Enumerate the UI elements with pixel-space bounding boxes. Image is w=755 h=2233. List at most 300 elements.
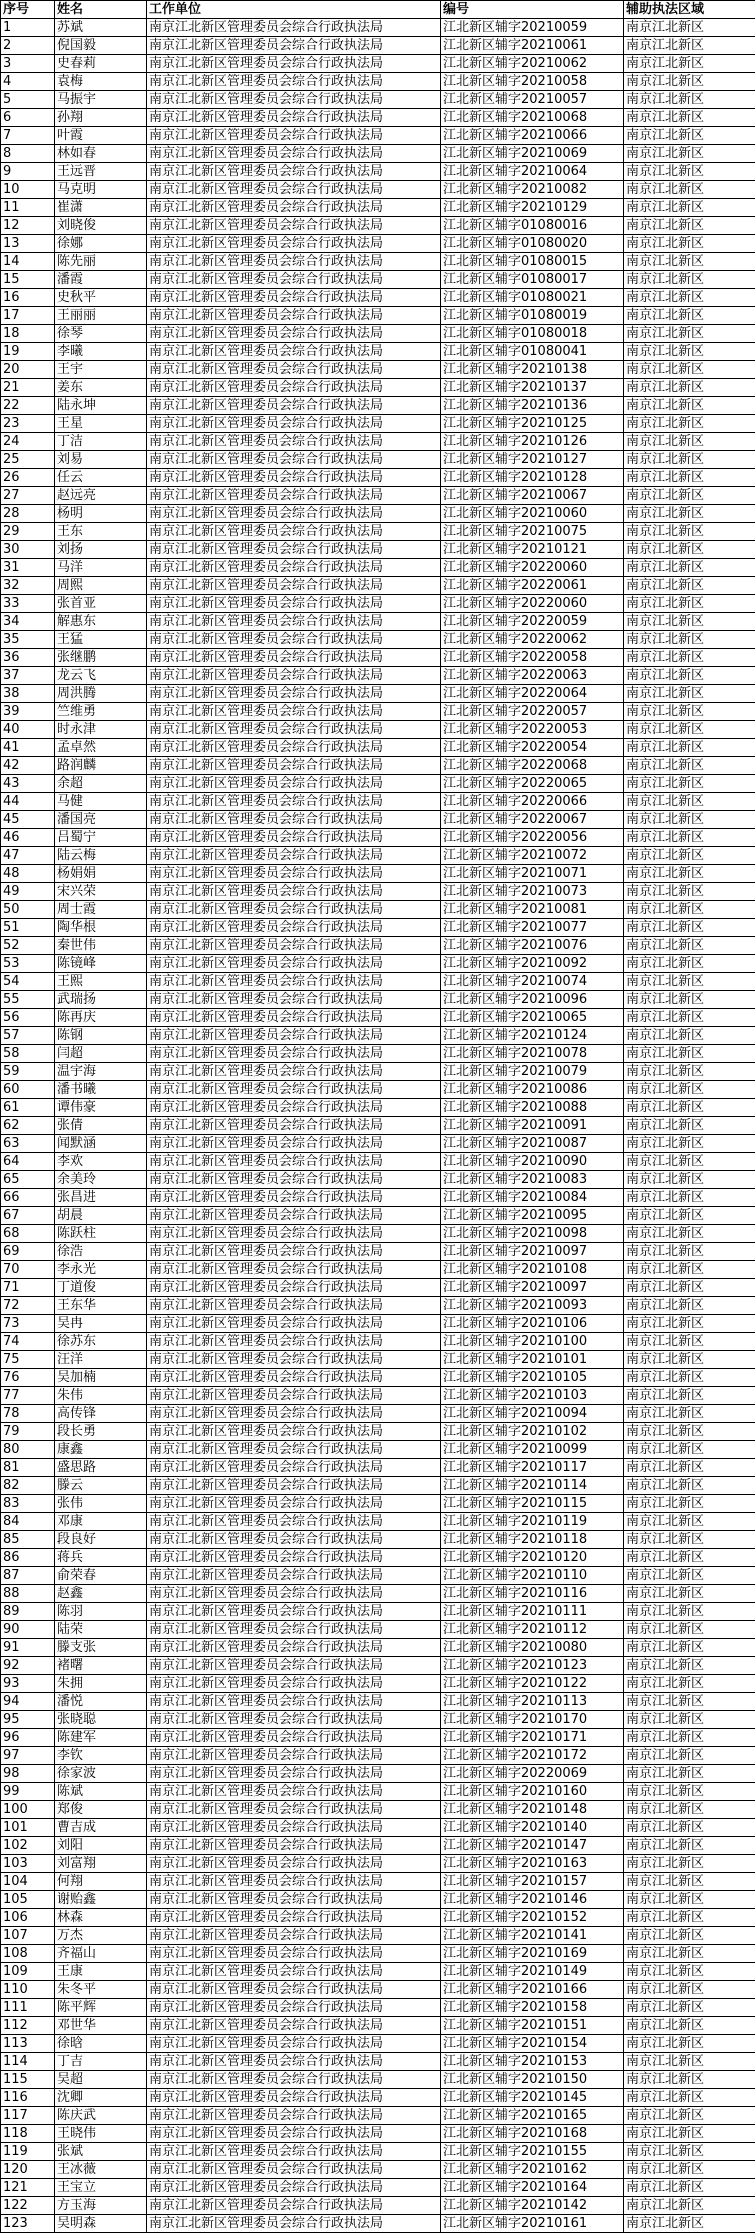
cell-name: 何翔	[55, 1873, 147, 1891]
cell-id: 江北新区辅字20220060	[441, 595, 624, 613]
cell-index: 32	[1, 577, 55, 595]
cell-area: 南京江北新区	[624, 2053, 755, 2071]
cell-area: 南京江北新区	[624, 1387, 755, 1405]
cell-index: 95	[1, 1711, 55, 1729]
cell-name: 徐娜	[55, 235, 147, 253]
cell-index: 97	[1, 1747, 55, 1765]
cell-index: 19	[1, 343, 55, 361]
cell-id: 江北新区辅字20210069	[441, 145, 624, 163]
cell-name: 崔潇	[55, 199, 147, 217]
cell-unit: 南京江北新区管理委员会综合行政执法局	[147, 1495, 441, 1513]
cell-index: 76	[1, 1369, 55, 1387]
cell-unit: 南京江北新区管理委员会综合行政执法局	[147, 217, 441, 235]
cell-unit: 南京江北新区管理委员会综合行政执法局	[147, 1261, 441, 1279]
cell-id: 江北新区辅字20210120	[441, 1549, 624, 1567]
cell-area: 南京江北新区	[624, 1999, 755, 2017]
table-row	[1, 1891, 755, 1909]
cell-index: 1	[1, 19, 55, 37]
cell-id: 江北新区辅字20210066	[441, 127, 624, 145]
cell-id: 江北新区辅字20210154	[441, 2035, 624, 2053]
table-row	[1, 955, 755, 973]
cell-index: 110	[1, 1981, 55, 1999]
cell-area: 南京江北新区	[624, 1729, 755, 1747]
table-row	[1, 1153, 755, 1171]
table-row	[1, 1009, 755, 1027]
header-id: 编号	[441, 1, 624, 19]
cell-area: 南京江北新区	[624, 91, 755, 109]
cell-area: 南京江北新区	[624, 775, 755, 793]
cell-area: 南京江北新区	[624, 793, 755, 811]
cell-area: 南京江北新区	[624, 1639, 755, 1657]
cell-name: 孟卓然	[55, 739, 147, 757]
cell-index: 80	[1, 1441, 55, 1459]
cell-name: 李永光	[55, 1261, 147, 1279]
cell-name: 史春莉	[55, 55, 147, 73]
cell-name: 郑俊	[55, 1801, 147, 1819]
cell-name: 王冰薇	[55, 2161, 147, 2179]
cell-area: 南京江北新区	[624, 181, 755, 199]
cell-name: 张斌	[55, 2143, 147, 2161]
cell-name: 张昌进	[55, 1189, 147, 1207]
cell-unit: 南京江北新区管理委员会综合行政执法局	[147, 1171, 441, 1189]
cell-name: 朱拥	[55, 1675, 147, 1693]
cell-index: 83	[1, 1495, 55, 1513]
cell-area: 南京江北新区	[624, 1063, 755, 1081]
cell-index: 61	[1, 1099, 55, 1117]
cell-unit: 南京江北新区管理委员会综合行政执法局	[147, 1513, 441, 1531]
table-row	[1, 1513, 755, 1531]
cell-unit: 南京江北新区管理委员会综合行政执法局	[147, 2017, 441, 2035]
cell-index: 24	[1, 433, 55, 451]
cell-name: 王康	[55, 1963, 147, 1981]
table-row	[1, 2017, 755, 2035]
table-row	[1, 1135, 755, 1153]
table-row	[1, 1657, 755, 1675]
cell-index: 121	[1, 2179, 55, 2197]
cell-unit: 南京江北新区管理委员会综合行政执法局	[147, 253, 441, 271]
cell-unit: 南京江北新区管理委员会综合行政执法局	[147, 775, 441, 793]
cell-name: 盛思路	[55, 1459, 147, 1477]
cell-index: 84	[1, 1513, 55, 1531]
cell-area: 南京江北新区	[624, 1783, 755, 1801]
cell-id: 江北新区辅字20210140	[441, 1819, 624, 1837]
table-row	[1, 2107, 755, 2125]
cell-index: 57	[1, 1027, 55, 1045]
cell-area: 南京江北新区	[624, 1837, 755, 1855]
cell-unit: 南京江北新区管理委员会综合行政执法局	[147, 487, 441, 505]
cell-name: 褚曙	[55, 1657, 147, 1675]
table-row	[1, 1711, 755, 1729]
cell-index: 94	[1, 1693, 55, 1711]
cell-index: 8	[1, 145, 55, 163]
cell-area: 南京江北新区	[624, 937, 755, 955]
table-row	[1, 271, 755, 289]
cell-name: 潘霞	[55, 271, 147, 289]
cell-index: 101	[1, 1819, 55, 1837]
cell-area: 南京江北新区	[624, 1603, 755, 1621]
cell-area: 南京江北新区	[624, 19, 755, 37]
cell-index: 46	[1, 829, 55, 847]
cell-name: 陈钢	[55, 1027, 147, 1045]
table-row	[1, 1045, 755, 1063]
cell-id: 江北新区辅字20210079	[441, 1063, 624, 1081]
cell-id: 江北新区辅字20210124	[441, 1027, 624, 1045]
table-row	[1, 2197, 755, 2215]
cell-id: 江北新区辅字20210094	[441, 1405, 624, 1423]
cell-id: 江北新区辅字20210128	[441, 469, 624, 487]
table-row	[1, 1495, 755, 1513]
cell-index: 77	[1, 1387, 55, 1405]
cell-unit: 南京江北新区管理委员会综合行政执法局	[147, 2071, 441, 2089]
table-row	[1, 1873, 755, 1891]
cell-name: 李钦	[55, 1747, 147, 1765]
table-row	[1, 451, 755, 469]
cell-unit: 南京江北新区管理委员会综合行政执法局	[147, 2143, 441, 2161]
cell-unit: 南京江北新区管理委员会综合行政执法局	[147, 379, 441, 397]
cell-unit: 南京江北新区管理委员会综合行政执法局	[147, 1441, 441, 1459]
cell-index: 25	[1, 451, 55, 469]
cell-index: 7	[1, 127, 55, 145]
cell-index: 18	[1, 325, 55, 343]
cell-name: 余美玲	[55, 1171, 147, 1189]
cell-index: 102	[1, 1837, 55, 1855]
cell-area: 南京江北新区	[624, 127, 755, 145]
cell-unit: 南京江北新区管理委员会综合行政执法局	[147, 847, 441, 865]
cell-index: 114	[1, 2053, 55, 2071]
cell-id: 江北新区辅字20220068	[441, 757, 624, 775]
cell-area: 南京江北新区	[624, 1873, 755, 1891]
table-row	[1, 235, 755, 253]
cell-id: 江北新区辅字20210084	[441, 1189, 624, 1207]
cell-name: 刘晓俊	[55, 217, 147, 235]
cell-index: 49	[1, 883, 55, 901]
cell-area: 南京江北新区	[624, 1207, 755, 1225]
table-row	[1, 1243, 755, 1261]
cell-area: 南京江北新区	[624, 415, 755, 433]
cell-unit: 南京江北新区管理委员会综合行政执法局	[147, 1675, 441, 1693]
cell-name: 俞荣春	[55, 1567, 147, 1585]
cell-area: 南京江北新区	[624, 1441, 755, 1459]
cell-area: 南京江北新区	[624, 973, 755, 991]
cell-id: 江北新区辅字20210172	[441, 1747, 624, 1765]
cell-name: 滕云	[55, 1477, 147, 1495]
header-area: 辅助执法区域	[624, 1, 755, 19]
cell-name: 周洪腾	[55, 685, 147, 703]
cell-id: 江北新区辅字20210170	[441, 1711, 624, 1729]
cell-name: 王东华	[55, 1297, 147, 1315]
cell-id: 江北新区辅字01080017	[441, 271, 624, 289]
cell-index: 52	[1, 937, 55, 955]
cell-id: 江北新区辅字20210137	[441, 379, 624, 397]
cell-name: 张首亚	[55, 595, 147, 613]
cell-area: 南京江北新区	[624, 1657, 755, 1675]
cell-unit: 南京江北新区管理委员会综合行政执法局	[147, 415, 441, 433]
cell-unit: 南京江北新区管理委员会综合行政执法局	[147, 2089, 441, 2107]
cell-id: 江北新区辅字20220053	[441, 721, 624, 739]
cell-id: 江北新区辅字20210098	[441, 1225, 624, 1243]
cell-index: 5	[1, 91, 55, 109]
table-body	[1, 19, 755, 2233]
cell-name: 杨娟娟	[55, 865, 147, 883]
table-row	[1, 1801, 755, 1819]
cell-unit: 南京江北新区管理委员会综合行政执法局	[147, 1801, 441, 1819]
cell-unit: 南京江北新区管理委员会综合行政执法局	[147, 865, 441, 883]
cell-index: 30	[1, 541, 55, 559]
cell-id: 江北新区辅字20220062	[441, 631, 624, 649]
cell-unit: 南京江北新区管理委员会综合行政执法局	[147, 1279, 441, 1297]
table-row	[1, 361, 755, 379]
cell-index: 89	[1, 1603, 55, 1621]
cell-area: 南京江北新区	[624, 1531, 755, 1549]
cell-area: 南京江北新区	[624, 721, 755, 739]
cell-unit: 南京江北新区管理委员会综合行政执法局	[147, 469, 441, 487]
cell-area: 南京江北新区	[624, 847, 755, 865]
cell-unit: 南京江北新区管理委员会综合行政执法局	[147, 1135, 441, 1153]
cell-index: 98	[1, 1765, 55, 1783]
cell-unit: 南京江北新区管理委员会综合行政执法局	[147, 523, 441, 541]
table-row	[1, 595, 755, 613]
cell-area: 南京江北新区	[624, 1765, 755, 1783]
cell-name: 康鑫	[55, 1441, 147, 1459]
table-row	[1, 721, 755, 739]
cell-id: 江北新区辅字20210126	[441, 433, 624, 451]
cell-index: 38	[1, 685, 55, 703]
cell-unit: 南京江北新区管理委员会综合行政执法局	[147, 2053, 441, 2071]
cell-id: 江北新区辅字01080021	[441, 289, 624, 307]
cell-id: 江北新区辅字20210105	[441, 1369, 624, 1387]
cell-name: 赵鑫	[55, 1585, 147, 1603]
cell-index: 33	[1, 595, 55, 613]
cell-unit: 南京江北新区管理委员会综合行政执法局	[147, 1819, 441, 1837]
table-row	[1, 1441, 755, 1459]
cell-name: 陆荣	[55, 1621, 147, 1639]
cell-area: 南京江北新区	[624, 433, 755, 451]
cell-unit: 南京江北新区管理委员会综合行政执法局	[147, 1909, 441, 1927]
cell-area: 南京江北新区	[624, 1171, 755, 1189]
cell-name: 杨明	[55, 505, 147, 523]
cell-unit: 南京江北新区管理委员会综合行政执法局	[147, 1963, 441, 1981]
cell-id: 江北新区辅字20210088	[441, 1099, 624, 1117]
cell-area: 南京江北新区	[624, 2143, 755, 2161]
cell-unit: 南京江北新区管理委员会综合行政执法局	[147, 1585, 441, 1603]
cell-unit: 南京江北新区管理委员会综合行政执法局	[147, 1243, 441, 1261]
cell-area: 南京江北新区	[624, 1891, 755, 1909]
cell-index: 108	[1, 1945, 55, 1963]
cell-name: 邓康	[55, 1513, 147, 1531]
cell-name: 张倩	[55, 1117, 147, 1135]
cell-unit: 南京江北新区管理委员会综合行政执法局	[147, 721, 441, 739]
cell-area: 南京江北新区	[624, 325, 755, 343]
cell-area: 南京江北新区	[624, 1081, 755, 1099]
header-row	[1, 1, 755, 19]
cell-id: 江北新区辅字20210141	[441, 1927, 624, 1945]
cell-index: 65	[1, 1171, 55, 1189]
cell-area: 南京江北新区	[624, 865, 755, 883]
cell-unit: 南京江北新区管理委员会综合行政执法局	[147, 2215, 441, 2233]
cell-unit: 南京江北新区管理委员会综合行政执法局	[147, 2125, 441, 2143]
table-row	[1, 1999, 755, 2017]
cell-id: 江北新区辅字20220060	[441, 559, 624, 577]
cell-index: 70	[1, 1261, 55, 1279]
cell-name: 路润麟	[55, 757, 147, 775]
table-row	[1, 1099, 755, 1117]
table-row	[1, 217, 755, 235]
cell-id: 江北新区辅字20210165	[441, 2107, 624, 2125]
cell-area: 南京江北新区	[624, 1009, 755, 1027]
table-row	[1, 1351, 755, 1369]
cell-area: 南京江北新区	[624, 2161, 755, 2179]
cell-unit: 南京江北新区管理委员会综合行政执法局	[147, 613, 441, 631]
cell-index: 23	[1, 415, 55, 433]
cell-index: 41	[1, 739, 55, 757]
cell-unit: 南京江北新区管理委员会综合行政执法局	[147, 1999, 441, 2017]
cell-index: 63	[1, 1135, 55, 1153]
table-row	[1, 1207, 755, 1225]
table-row	[1, 397, 755, 415]
cell-index: 9	[1, 163, 55, 181]
cell-index: 36	[1, 649, 55, 667]
cell-index: 82	[1, 1477, 55, 1495]
cell-name: 潘书曦	[55, 1081, 147, 1099]
cell-id: 江北新区辅字20220065	[441, 775, 624, 793]
cell-index: 2	[1, 37, 55, 55]
cell-index: 71	[1, 1279, 55, 1297]
cell-name: 马振宇	[55, 91, 147, 109]
cell-id: 江北新区辅字20210106	[441, 1315, 624, 1333]
cell-index: 86	[1, 1549, 55, 1567]
cell-unit: 南京江北新区管理委员会综合行政执法局	[147, 1387, 441, 1405]
cell-name: 张伟	[55, 1495, 147, 1513]
table-row	[1, 793, 755, 811]
table-row	[1, 1981, 755, 1999]
cell-unit: 南京江北新区管理委员会综合行政执法局	[147, 451, 441, 469]
cell-name: 徐琴	[55, 325, 147, 343]
cell-name: 朱冬平	[55, 1981, 147, 1999]
cell-area: 南京江北新区	[624, 487, 755, 505]
cell-area: 南京江北新区	[624, 1513, 755, 1531]
table-row	[1, 667, 755, 685]
table-row	[1, 775, 755, 793]
cell-area: 南京江北新区	[624, 1027, 755, 1045]
cell-index: 28	[1, 505, 55, 523]
cell-unit: 南京江北新区管理委员会综合行政执法局	[147, 1063, 441, 1081]
cell-area: 南京江北新区	[624, 1225, 755, 1243]
cell-index: 54	[1, 973, 55, 991]
cell-name: 陈平辉	[55, 1999, 147, 2017]
cell-name: 沈卿	[55, 2089, 147, 2107]
cell-name: 王熙	[55, 973, 147, 991]
table-row	[1, 163, 755, 181]
table-row	[1, 1855, 755, 1873]
cell-id: 江北新区辅字20210152	[441, 1909, 624, 1927]
cell-name: 周熙	[55, 577, 147, 595]
cell-index: 44	[1, 793, 55, 811]
cell-area: 南京江北新区	[624, 1945, 755, 1963]
cell-id: 江北新区辅字20220067	[441, 811, 624, 829]
table-row	[1, 73, 755, 91]
cell-unit: 南京江北新区管理委员会综合行政执法局	[147, 1081, 441, 1099]
cell-name: 竺维勇	[55, 703, 147, 721]
cell-name: 朱伟	[55, 1387, 147, 1405]
cell-unit: 南京江北新区管理委员会综合行政执法局	[147, 541, 441, 559]
table-row	[1, 1477, 755, 1495]
cell-id: 江北新区辅字20210064	[441, 163, 624, 181]
cell-unit: 南京江北新区管理委员会综合行政执法局	[147, 1765, 441, 1783]
cell-name: 段良好	[55, 1531, 147, 1549]
cell-id: 江北新区辅字20210115	[441, 1495, 624, 1513]
cell-unit: 南京江北新区管理委员会综合行政执法局	[147, 1405, 441, 1423]
cell-unit: 南京江北新区管理委员会综合行政执法局	[147, 343, 441, 361]
cell-id: 江北新区辅字20210168	[441, 2125, 624, 2143]
cell-unit: 南京江北新区管理委员会综合行政执法局	[147, 1099, 441, 1117]
cell-id: 江北新区辅字20210077	[441, 919, 624, 937]
cell-index: 78	[1, 1405, 55, 1423]
table-row	[1, 919, 755, 937]
cell-name: 丁洁	[55, 433, 147, 451]
cell-id: 江北新区辅字20210061	[441, 37, 624, 55]
table-row	[1, 343, 755, 361]
table-row	[1, 1567, 755, 1585]
cell-unit: 南京江北新区管理委员会综合行政执法局	[147, 361, 441, 379]
cell-name: 李曦	[55, 343, 147, 361]
table-row	[1, 1387, 755, 1405]
cell-id: 江北新区辅字20210166	[441, 1981, 624, 1999]
cell-index: 58	[1, 1045, 55, 1063]
cell-id: 江北新区辅字20210151	[441, 2017, 624, 2035]
cell-id: 江北新区辅字20210145	[441, 2089, 624, 2107]
cell-area: 南京江北新区	[624, 991, 755, 1009]
cell-id: 江北新区辅字20210080	[441, 1639, 624, 1657]
cell-id: 江北新区辅字20210146	[441, 1891, 624, 1909]
cell-name: 吴超	[55, 2071, 147, 2089]
table-row	[1, 1117, 755, 1135]
cell-name: 陈庆武	[55, 2107, 147, 2125]
cell-name: 马洋	[55, 559, 147, 577]
cell-id: 江北新区辅字01080020	[441, 235, 624, 253]
cell-area: 南京江北新区	[624, 109, 755, 127]
cell-area: 南京江北新区	[624, 397, 755, 415]
cell-name: 王丽丽	[55, 307, 147, 325]
cell-name: 滕支张	[55, 1639, 147, 1657]
cell-index: 21	[1, 379, 55, 397]
cell-area: 南京江北新区	[624, 451, 755, 469]
cell-name: 王远晋	[55, 163, 147, 181]
cell-area: 南京江北新区	[624, 955, 755, 973]
cell-unit: 南京江北新区管理委员会综合行政执法局	[147, 271, 441, 289]
cell-area: 南京江北新区	[624, 2071, 755, 2089]
table-row	[1, 181, 755, 199]
table-row	[1, 739, 755, 757]
cell-index: 106	[1, 1909, 55, 1927]
cell-name: 谭伟豪	[55, 1099, 147, 1117]
cell-area: 南京江北新区	[624, 2107, 755, 2125]
cell-unit: 南京江北新区管理委员会综合行政执法局	[147, 91, 441, 109]
cell-area: 南京江北新区	[624, 1315, 755, 1333]
cell-name: 林森	[55, 1909, 147, 1927]
cell-area: 南京江北新区	[624, 613, 755, 631]
cell-name: 袁梅	[55, 73, 147, 91]
table-row	[1, 325, 755, 343]
cell-index: 50	[1, 901, 55, 919]
cell-id: 江北新区辅字20210157	[441, 1873, 624, 1891]
cell-index: 85	[1, 1531, 55, 1549]
cell-index: 51	[1, 919, 55, 937]
cell-name: 潘国亮	[55, 811, 147, 829]
cell-id: 江北新区辅字20210086	[441, 1081, 624, 1099]
cell-id: 江北新区辅字20210153	[441, 2053, 624, 2071]
cell-unit: 南京江北新区管理委员会综合行政执法局	[147, 1639, 441, 1657]
cell-unit: 南京江北新区管理委员会综合行政执法局	[147, 1153, 441, 1171]
